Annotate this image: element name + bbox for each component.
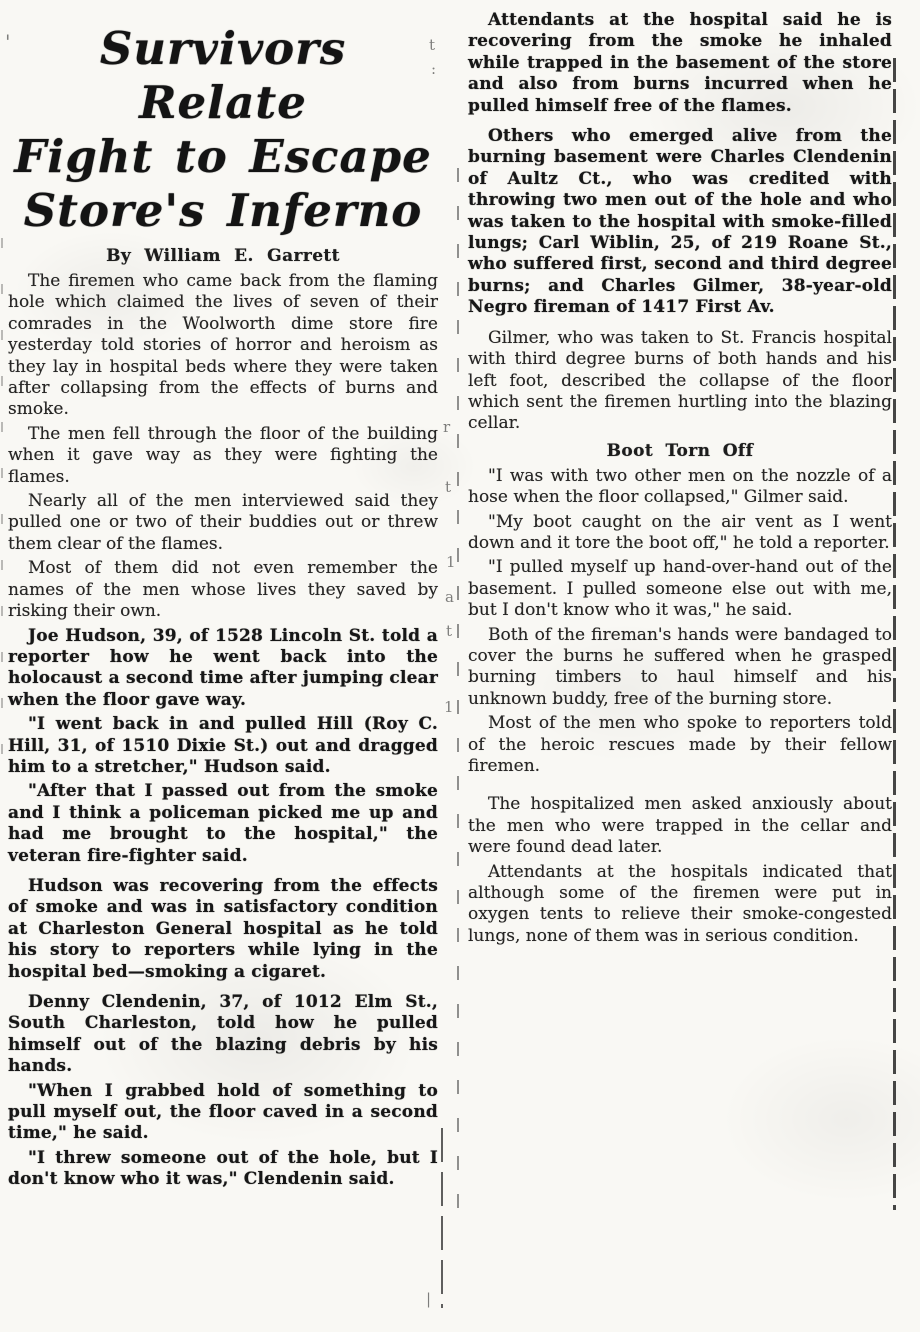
paragraph: The men fell through the floor of the building when it gave way as they were fighting the flames. xyxy=(8,423,438,487)
scan-artifact: t xyxy=(446,622,453,640)
column-rule-gutter xyxy=(457,168,459,1230)
right-column xyxy=(468,10,892,950)
scan-artifact: a xyxy=(445,588,454,606)
scan-artifact: | xyxy=(426,1290,432,1308)
paragraph: Gilmer, who was taken to St. Francis hospital with third degree burns of both hands and his left foot, described the collapse of the floor which sent the firemen hurtling into the blazing cellar. xyxy=(468,327,892,434)
article-headline xyxy=(8,22,438,238)
paragraph: Hudson was recovering from the effects of smoke and was in satisfactory condition at Charleston General hospital as he told his story to reporters while lying in the hospital bed—smoking a cigaret. xyxy=(8,875,438,982)
scan-artifact: 1 xyxy=(444,698,454,716)
column-rule-gutter-lower xyxy=(441,1128,443,1308)
paragraph: "I went back in and pulled Hill (Roy C. Hill, 31, of 1510 Dixie St.) out and dragged him to a stretcher," Hudson said. xyxy=(8,714,438,777)
paragraph: Joe Hudson, 39, of 1528 Lincoln St. told a reporter how he went back into the holocaust a second time after jumping clear when the floor gave way. xyxy=(8,625,438,710)
paragraph: Most of them did not even remember the names of the men whose lives they saved by risking their own. xyxy=(8,558,438,622)
paragraph: "When I grabbed hold of something to pull myself out, the floor caved in a second time," he said. xyxy=(8,1080,438,1144)
scan-artifact: r xyxy=(443,418,451,436)
paragraph: Both of the fireman's hands were bandaged to cover the burns he suffered when he grasped burning timbers to haul himself and his unknown buddy, free of the burning store. xyxy=(468,624,892,709)
scan-artifact: t xyxy=(429,36,436,54)
column-rule-left-edge xyxy=(1,238,3,763)
paragraph: Others who emerged alive from the burning basement were Charles Clendenin of Aultz Ct., who was credited with throwing two men out of the hole and who was taken to the hospital with smoke-filled lungs; Carl Wiblin, 25, of 219 Roane St., who suffered first, second and third degree burns; and Charles Gilmer, 38-year-old Negro fireman of 1417 First Av. xyxy=(468,126,892,318)
scan-artifact: ' xyxy=(5,30,11,54)
paragraph: Nearly all of the men interviewed said they pulled one or two of their buddies out or threw them clear of the flames. xyxy=(8,491,438,554)
paragraph: The firemen who came back from the flaming hole which claimed the lives of seven of their comrades in the Woolworth dime store fire yesterday told stories of horror and heroism as they lay in hospital beds where they were taken after collapsing from the effects of burns and smoke. xyxy=(8,271,438,420)
section-subhead: Boot Torn Off xyxy=(606,440,754,461)
scan-artifact: 1 xyxy=(446,553,456,571)
column-rule-right-edge xyxy=(893,58,896,1210)
paragraph: "I pulled myself up hand-over-hand out of the basement. I pulled someone else out with me, but I don't know who it was," he said. xyxy=(468,557,892,621)
paragraph: "I was with two other men on the nozzle of a hose when the floor collapsed," Gilmer said. xyxy=(468,465,892,508)
scan-artifact: : xyxy=(431,60,437,78)
left-column xyxy=(8,16,438,1194)
paragraph: "After that I passed out from the smoke and I think a policeman picked me up and had me brought to the hospital," the veteran fire-fighter said. xyxy=(8,781,438,866)
byline: By William E. Garrett xyxy=(106,246,340,266)
paragraph: Denny Clendenin, 37, of 1012 Elm St., South Charleston, told how he pulled himself out of the blazing debris by his hands. xyxy=(8,992,438,1077)
headline-line-2: Fight to Escape xyxy=(14,130,432,183)
paragraph: Attendants at the hospital said he is recovering from the smoke he inhaled while trapped in the basement of the store and also from burns incurred when he pulled himself free of the flames. xyxy=(468,10,892,116)
paragraph: "My boot caught on the air vent as I went down and it tore the boot off," he told a reporter. xyxy=(468,511,892,553)
paragraph: The hospitalized men asked anxiously about the men who were trapped in the cellar and were found dead later. xyxy=(468,794,892,858)
paragraph: Most of the men who spoke to reporters told of the heroic rescues made by their fellow firemen. xyxy=(468,713,892,776)
scan-artifact: t xyxy=(445,478,452,496)
headline-line-1: Survivors Relate xyxy=(99,22,347,129)
paragraph: "I threw someone out of the hole, but I don't know who it was," Clendenin said. xyxy=(8,1147,438,1190)
paragraph: Attendants at the hospitals indicated that although some of the firemen were put in oxygen tents to relieve their smoke-congested lungs, none of them was in serious condition. xyxy=(468,861,892,946)
headline-line-3: Store's Inferno xyxy=(23,184,423,237)
